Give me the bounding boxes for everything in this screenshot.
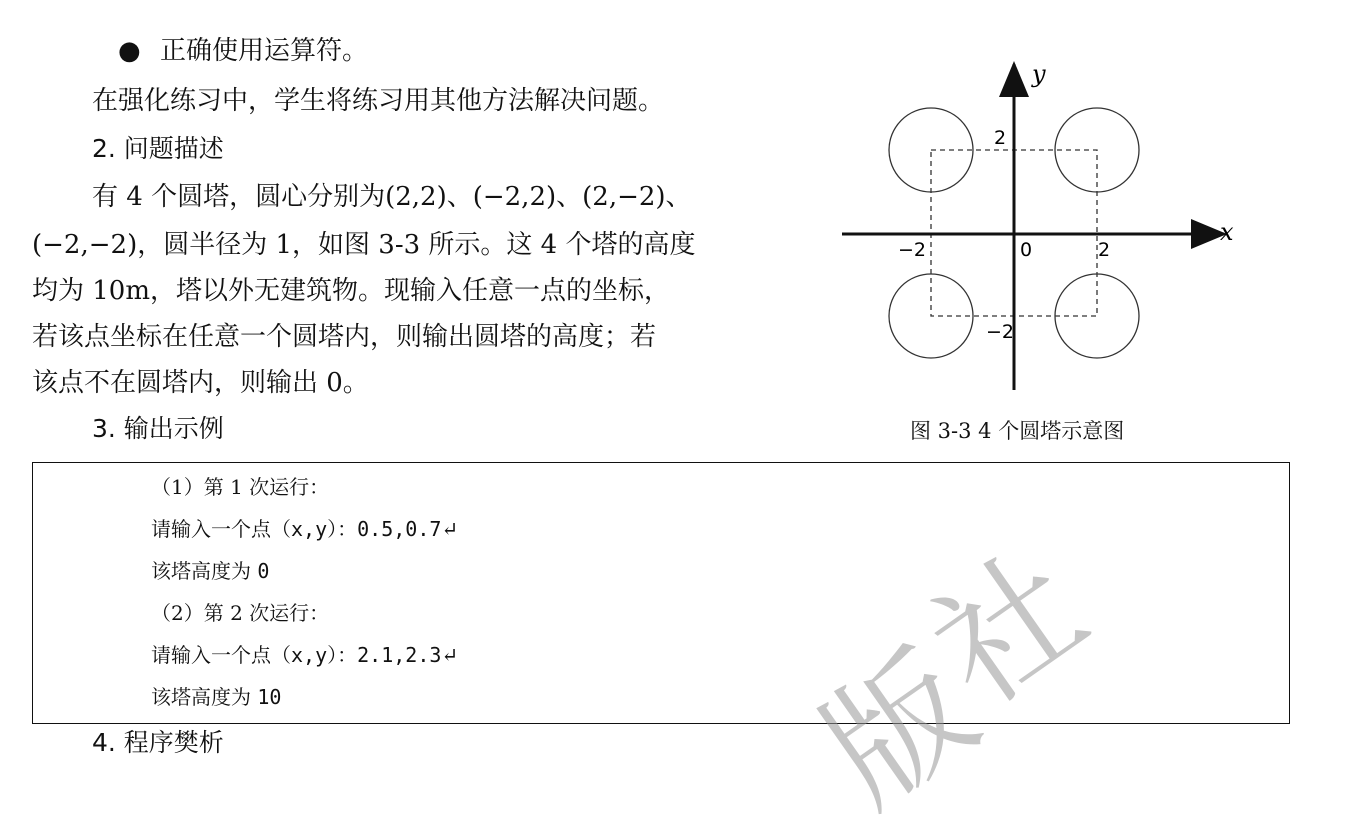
output-example-box [32,462,1290,724]
figure-caption: 图 3-3 4 个圆塔示意图 [910,419,1125,443]
run1-label: （1）第 1 次运行： [151,475,330,499]
tick-y-2: 2 [994,127,1007,149]
prompt-xy: x,y [291,517,328,541]
tick-x-2: 2 [1098,239,1111,261]
prompt-text: 请输入一个点（ [151,517,291,541]
result-label: 该塔高度为 [151,559,251,583]
desc-line-5: 该点不在圆塔内，则输出 0。 [32,368,369,398]
four-towers-figure [836,58,1256,398]
input-value: 2.1,2.3 [357,643,442,667]
origin-label: 0 [1020,239,1033,261]
tick-x-neg2: −2 [898,239,927,261]
prompt-close: ）： [327,517,358,541]
heading-output: 3. 输出示例 [92,414,224,443]
desc-line-4: 若该点坐标在任意一个圆塔内，则输出圆塔的高度；若 [32,322,657,352]
result-label: 该塔高度为 [151,685,251,709]
watermark-she: 社 [905,522,1114,737]
prompt-text: 请输入一个点（ [151,643,291,667]
bullet-text: 正确使用运算符。 [160,36,369,66]
para-practice: 在强化练习中，学生将练习用其他方法解决问题。 [92,86,665,116]
tick-y-neg2: −2 [986,321,1015,343]
result-value: 0 [257,559,270,583]
prompt-xy: x,y [291,643,328,667]
heading-analysis: 4. 程序樊析 [92,728,224,757]
y-axis-label: y [1032,60,1046,88]
result-value: 10 [257,685,282,709]
watermark-ban: 版 [795,622,1004,837]
prompt-close: ）： [327,643,358,667]
run2-label: （2）第 2 次运行： [151,601,330,625]
run1-prompt-line [151,517,458,541]
heading-problem: 2. 问题描述 [92,134,224,163]
enter-icon: ↵ [441,643,459,667]
run2-result-line [151,685,281,709]
desc-line-3: 均为 10m，塔以外无建筑物。现输入任意一点的坐标， [32,276,671,306]
desc-line-2: (−2,−2)，圆半径为 1，如图 3-3 所示。这 4 个塔的高度 [32,230,696,260]
x-axis-label: x [1220,218,1234,246]
bullet-dot: ● [118,36,141,66]
input-value: 0.5,0.7 [357,517,442,541]
enter-icon: ↵ [441,517,459,541]
run1-result-line [151,559,269,583]
desc-line-1: 有 4 个圆塔，圆心分别为(2,2)、(−2,2)、(2,−2)、 [92,182,692,212]
run2-prompt-line [151,643,458,667]
